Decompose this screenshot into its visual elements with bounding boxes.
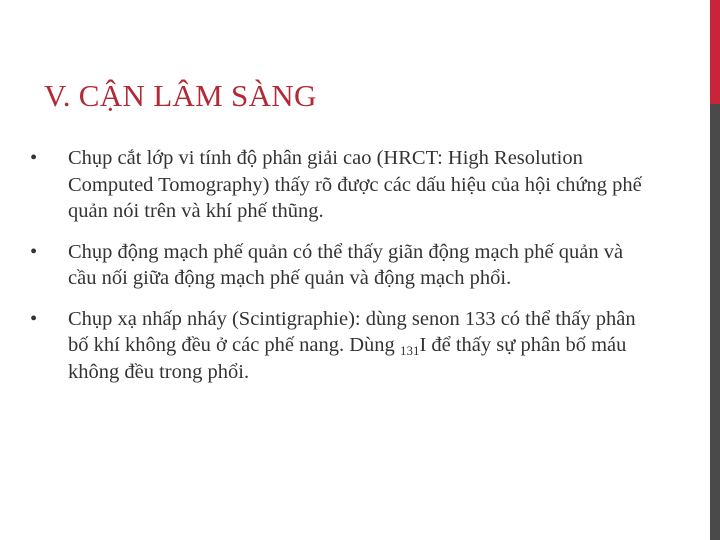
bullet-text: Chụp động mạch phế quản có thể thấy giãn động mạch phế quản và cầu nối giữa động mạch phế quản và động mạch phổi.: [68, 240, 624, 289]
bullet-marker: •: [30, 240, 38, 263]
bullet-hrct: [30, 145, 650, 225]
accent-bar-red: [710, 0, 720, 104]
bullet-marker: •: [30, 147, 38, 169]
bullet-list: [30, 145, 650, 399]
bullet-angiography: [30, 239, 650, 292]
bullet-text: Chụp cắt lớp vi tính độ phân giải cao (HRCT: High Resolution Computed Tomography) thấy rõ được các dấu hiệu của hội chứng phế quản nói trên và khí phế thũng.: [68, 147, 642, 222]
isotope-subscript: 131: [399, 343, 420, 358]
bullet-marker: •: [30, 307, 38, 330]
accent-bar-gray: [710, 104, 720, 540]
bullet-text-before: Chụp xạ nhấp nháy (Scintigraphie): dùng senon 133 có thể thấy phân bố khí không đều ở các phế nang. Dùng: [68, 307, 636, 356]
bullet-text-after: I để thấy sự phân bố máu không đều trong phổi.: [68, 334, 627, 383]
slide-title: V. CẬN LÂM SÀNG: [44, 78, 317, 113]
bullet-scintigraphy: [30, 306, 650, 386]
